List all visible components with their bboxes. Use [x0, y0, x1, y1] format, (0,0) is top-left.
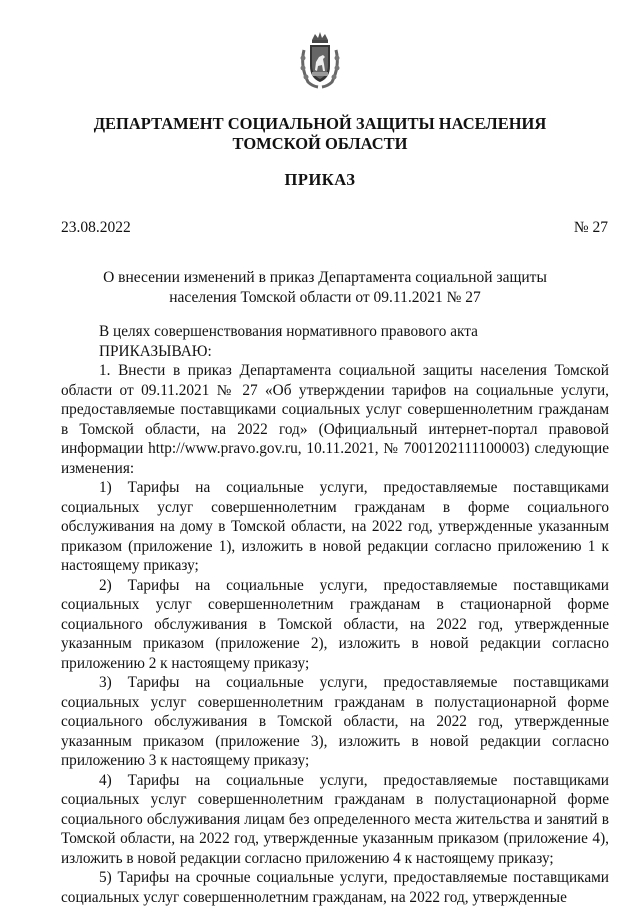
order-word: ПРИКАЗЫВАЮ:	[99, 342, 212, 360]
list-item: 1) Тарифы на социальные услуги, предоставляемые поставщиками социальных услуг совершеннолетним гражданам в форме социального обслуживания на дому в Томской области, на 2022 год, утвержденные указанным приказом (приложение 1), изложить в новой редакции согласно приложению 1 к настоящему приказу;	[61, 479, 609, 574]
document-subject	[80, 268, 570, 308]
list-item: 4) Тарифы на социальные услуги, предоставляемые поставщиками социальных услуг совершеннолетним гражданам в полустационарной форме социального обслуживания лицам без определенного места жительства и занятий в Томской области, на 2022 год, утвержденные указанным приказом (приложение 4), изложить в новой редакции согласно приложению 4 к настоящему приказу;	[61, 771, 609, 867]
subject-line-1: О внесении изменений в приказ Департамента социальной защиты	[103, 269, 547, 286]
department-line-1: ДЕПАРТАМЕНТ СОЦИАЛЬНОЙ ЗАЩИТЫ НАСЕЛЕНИЯ	[93, 114, 547, 133]
subject-line-2: населения Томской области от 09.11.2021 № 27	[169, 289, 481, 306]
list-item: 3) Тарифы на социальные услуги, предоставляемые поставщиками социальных услуг совершеннолетним гражданам в полустационарной форме социального обслуживания в Томской области, на 2022 год, утвержденные указанным приказом (приложение 3), изложить в новой редакции согласно приложению 3 к настоящему приказу;	[61, 674, 609, 769]
list-item: 2) Тарифы на социальные услуги, предоставляемые поставщиками социальных услуг совершеннолетним гражданам в стационарной форме социального обслуживания в Томской области, на 2022 год, утвержденные указанным приказом (приложение 2), изложить в новой редакции согласно приложению 2 к настоящему приказу;	[61, 576, 609, 672]
department-line-2: ТОМСКОЙ ОБЛАСТИ	[232, 134, 408, 153]
department-name	[0, 114, 640, 154]
document-type: ПРИКАЗ	[284, 170, 356, 189]
document-body	[61, 322, 609, 907]
document-date: 23.08.2022	[61, 219, 131, 236]
list-item: 5) Тарифы на срочные социальные услуги, предоставляемые поставщиками социальных услуг совершеннолетним гражданам, на 2022 год, утвержденные	[61, 869, 609, 906]
intro-paragraph: В целях совершенствования нормативного правового акта	[99, 323, 478, 340]
point-1-paragraph: 1. Внести в приказ Департамента социальной защиты населения Томской области от 09.11.2021 № 27 «Об утверждении тарифов на социальные услуги, предоставляемые поставщиками социальных услуг совершеннолетним гражданам в Томской области, на 2022 год» (Официальный интернет-портал правовой информации http://www.pravo.gov.ru, 10.11.2021, № 7001202111100003) следующие изменения:	[61, 362, 609, 477]
document-number: № 27	[573, 219, 608, 236]
coat-of-arms-icon	[296, 30, 344, 90]
